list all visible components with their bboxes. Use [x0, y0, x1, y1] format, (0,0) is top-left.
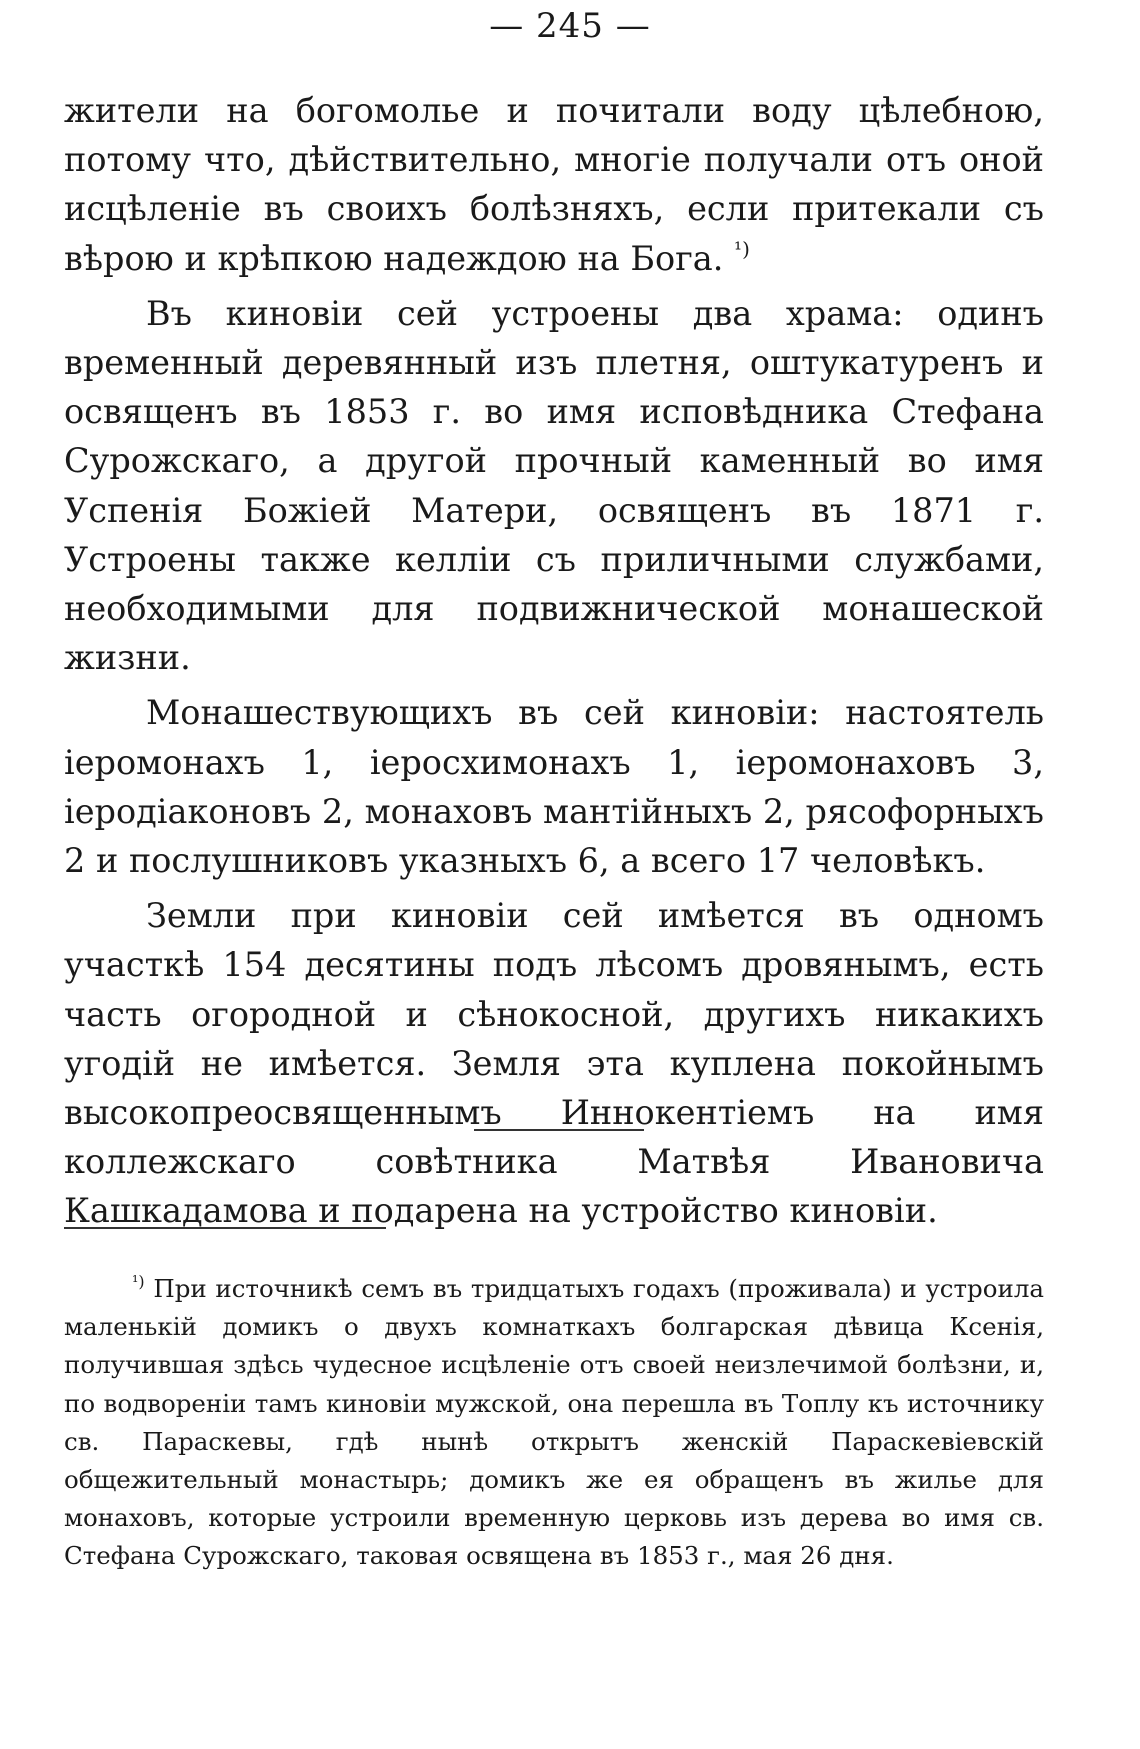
paragraph-3: Монашествующихъ въ сей киновіи: настоятель іеромонахъ 1, іеросхимонахъ 1, іеромонаховъ 3, іеродіаконовъ 2, монаховъ мантійныхъ 2, рясофорныхъ 2 и послушниковъ указныхъ 6, а всего 17 человѣкъ. — [64, 693, 1044, 881]
section-separator — [474, 1129, 644, 1131]
footnote-text: При источникѣ семъ въ тридцатыхъ годахъ (проживала) и устроила маленькій домикъ о двухъ комнаткахъ болгарская дѣвица Ксенія, получившая здѣсь чудесное исцѣленіе отъ своей неизлечимой болѣзни, и, по водвореніи тамъ киновіи мужской, она перешла въ Топлу къ источнику св. Параскевы, гдѣ нынѣ открытъ женскій Параскевіевскій общежительный монастырь; домикъ же ея обращенъ въ жилье для монаховъ, которые устроили временную церковь изъ дерева во имя св. Стефана Сурожскаго, таковая освящена въ 1853 г., мая 26 дня. — [64, 1274, 1044, 1571]
paragraph-4: Земли при киновіи сей имѣется въ одномъ участкѣ 154 десятины подъ лѣсомъ дровянымъ, есть часть огородной и сѣнокосной, другихъ никакихъ угодій не имѣется. Земля эта куплена покойнымъ высокопреосвященнымъ Иннокентіемъ на имя коллежскаго совѣтника Матвѣя Ивановича Кашкадамова и подарена на устройство киновіи. — [64, 896, 1044, 1231]
paragraph-2: Въ киновіи сей устроены два храма: одинъ временный деревянный изъ плетня, оштукатуренъ и освященъ въ 1853 г. во имя исповѣдника Стефана Сурожскаго, а другой прочный каменный во имя Успенія Божіей Матери, освященъ въ 1871 г. Устроены также келліи съ приличными службами, необходимыми для подвижнической монашеской жизни. — [64, 293, 1044, 678]
footnote-reference: ¹) — [734, 236, 750, 261]
page-number: — 245 — — [489, 6, 651, 46]
footnote — [64, 1270, 1044, 1576]
footnote-marker: ¹) — [132, 1272, 145, 1291]
paragraph-1-text: жители на богомолье и почитали воду цѣлебною, потому что, дѣйствительно, многіе получали отъ оной исцѣленіе въ своихъ болѣзняхъ, если притекали съ вѣрою и крѣпкою надеждою на Бога. — [64, 91, 1044, 278]
footnote-rule — [64, 1227, 386, 1229]
paragraph-1 — [64, 86, 1044, 283]
main-text — [64, 86, 1044, 1236]
